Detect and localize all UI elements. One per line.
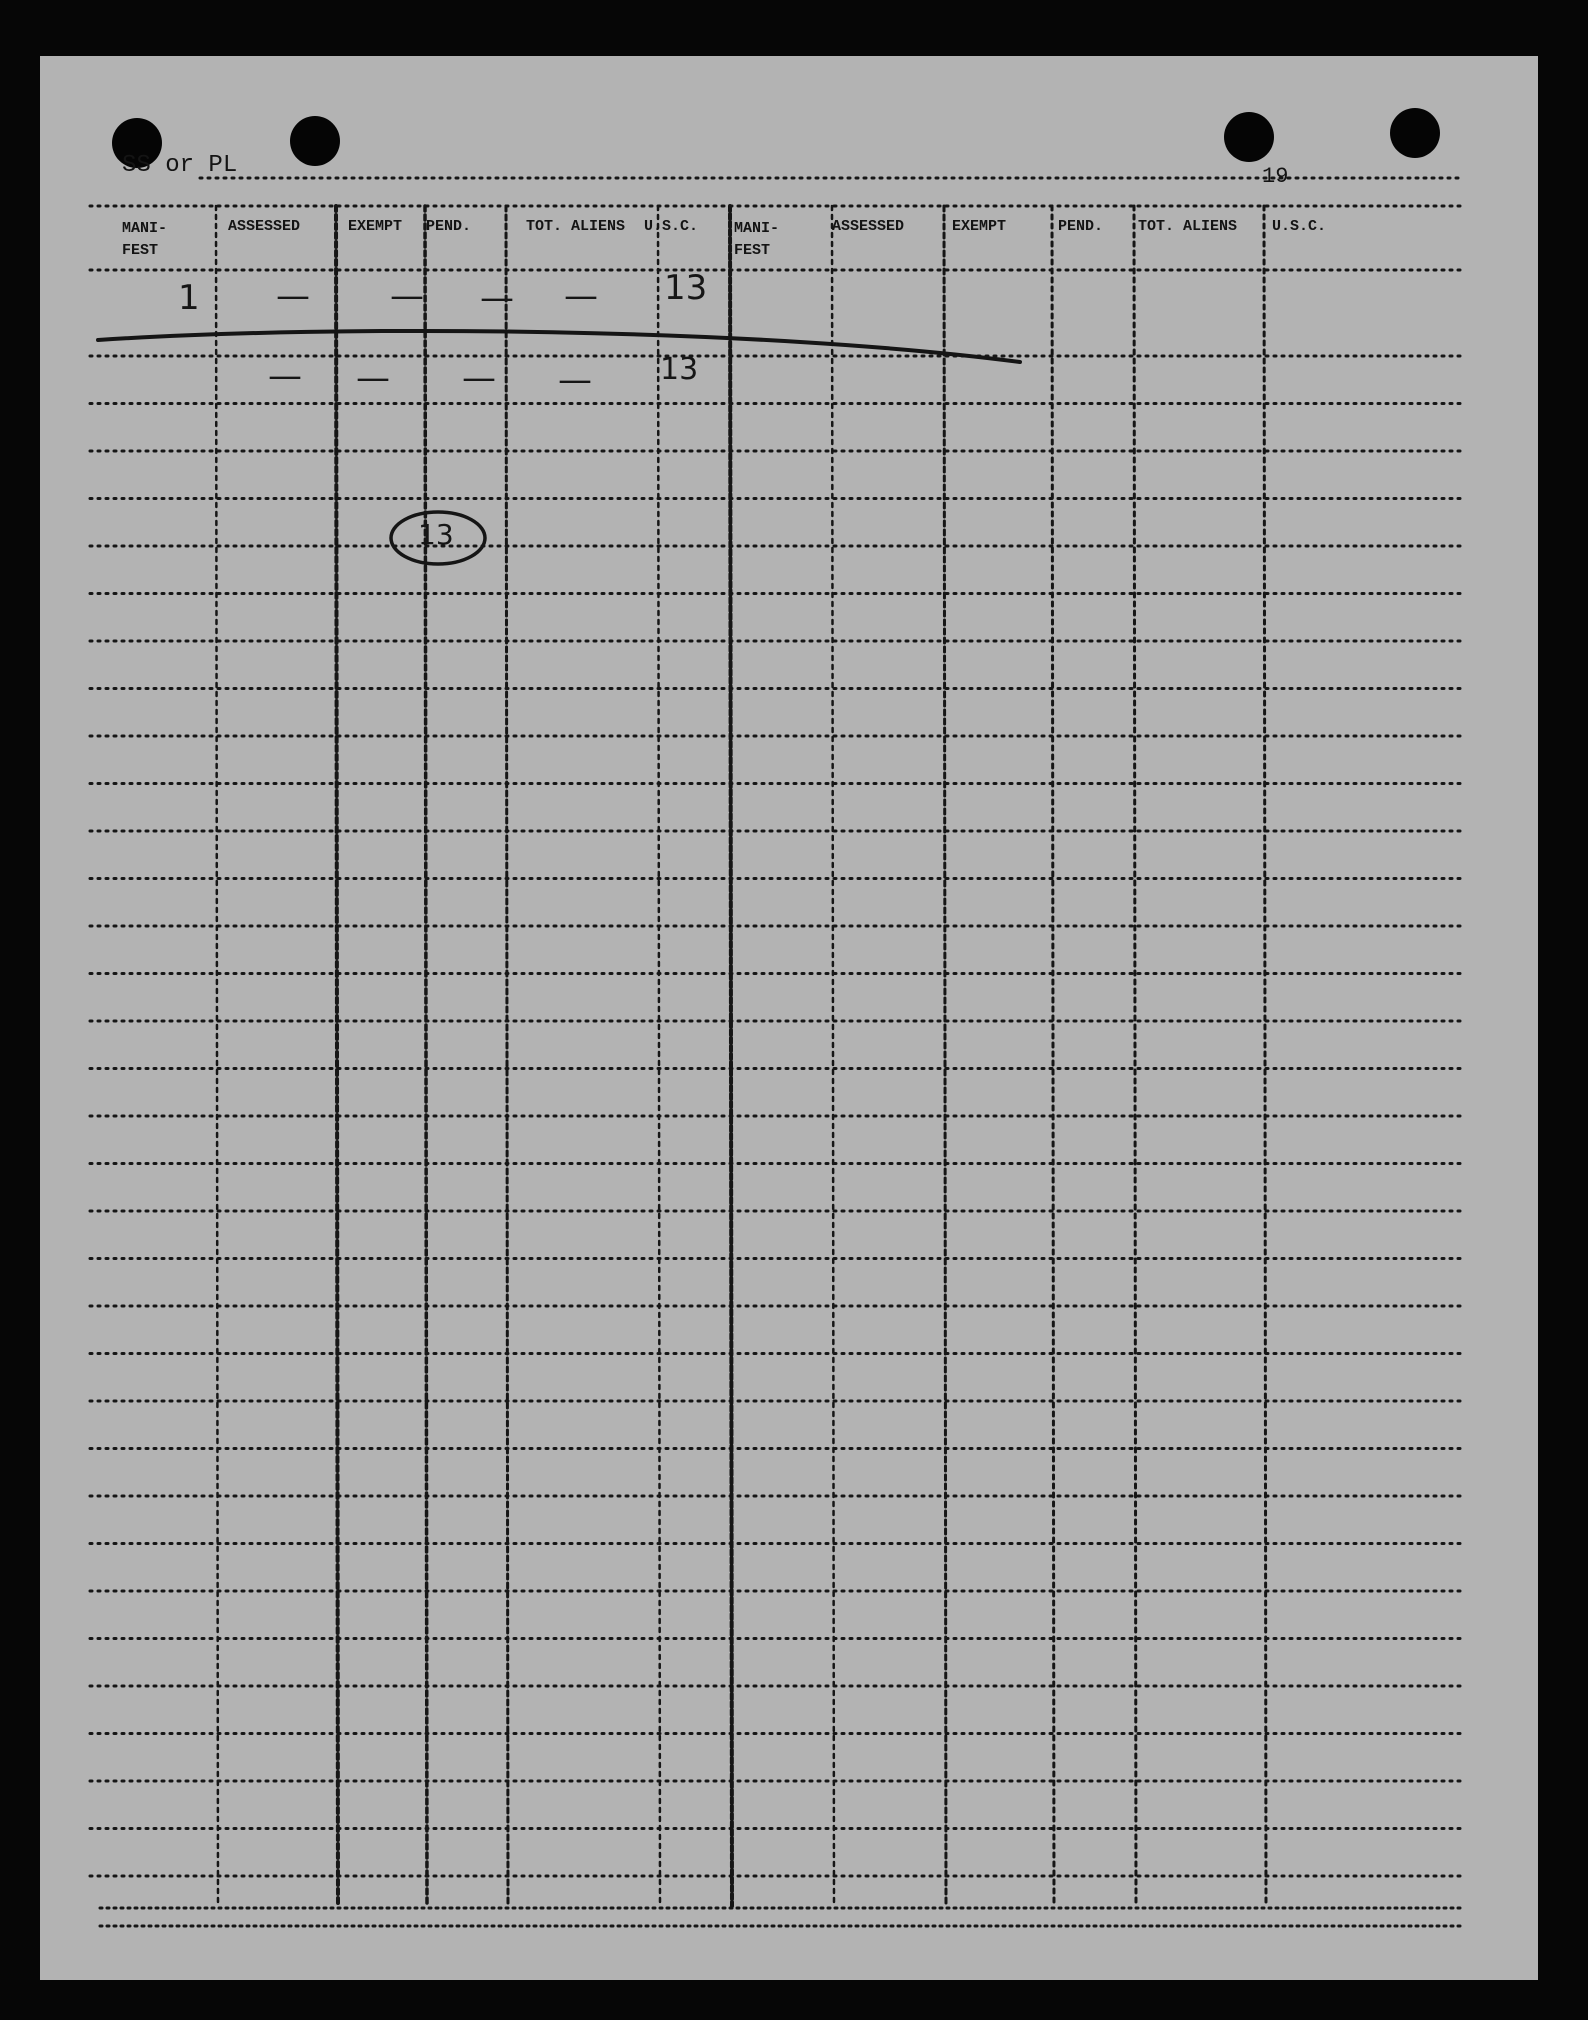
row1-pend-value: —: [480, 278, 514, 318]
total-tot-aliens-value: —: [558, 360, 592, 400]
form-sheet: [40, 56, 1538, 1980]
col-header-usc-right: U.S.C.: [1272, 218, 1327, 235]
col-header-exempt-left: EXEMPT: [348, 218, 403, 235]
circled-note-value: 13: [418, 518, 454, 551]
row1-usc-value: 13: [664, 268, 708, 308]
col-header-manifest-right: MANI- FEST: [734, 220, 780, 259]
date-year-label: 19: [1262, 164, 1289, 189]
col-header-assessed-right: ASSESSED: [832, 218, 905, 235]
col-header-manifest-left: MANI- FEST: [122, 220, 168, 259]
total-exempt-value: —: [356, 358, 390, 398]
col-header-pend-right: PEND.: [1058, 218, 1104, 235]
total-usc-value: 13: [660, 352, 699, 387]
row1-manifest-value: 1: [178, 278, 200, 318]
ship-or-plane-label: SS or PL: [122, 152, 238, 179]
col-header-exempt-right: EXEMPT: [952, 218, 1007, 235]
row1-exempt-value: —: [390, 276, 424, 316]
col-header-tot-aliens-left: TOT. ALIENS: [526, 218, 626, 235]
col-header-pend-left: PEND.: [426, 218, 472, 235]
circle-mark: [40, 56, 1538, 1980]
total-pend-value: —: [462, 358, 496, 398]
row1-tot-aliens-value: —: [564, 276, 598, 316]
col-header-assessed-left: ASSESSED: [228, 218, 301, 235]
row1-assessed-value: —: [276, 276, 310, 316]
col-header-tot-aliens-right: TOT. ALIENS: [1138, 218, 1238, 235]
total-assessed-value: —: [268, 356, 302, 396]
col-header-usc-left: U.S.C.: [644, 218, 699, 235]
